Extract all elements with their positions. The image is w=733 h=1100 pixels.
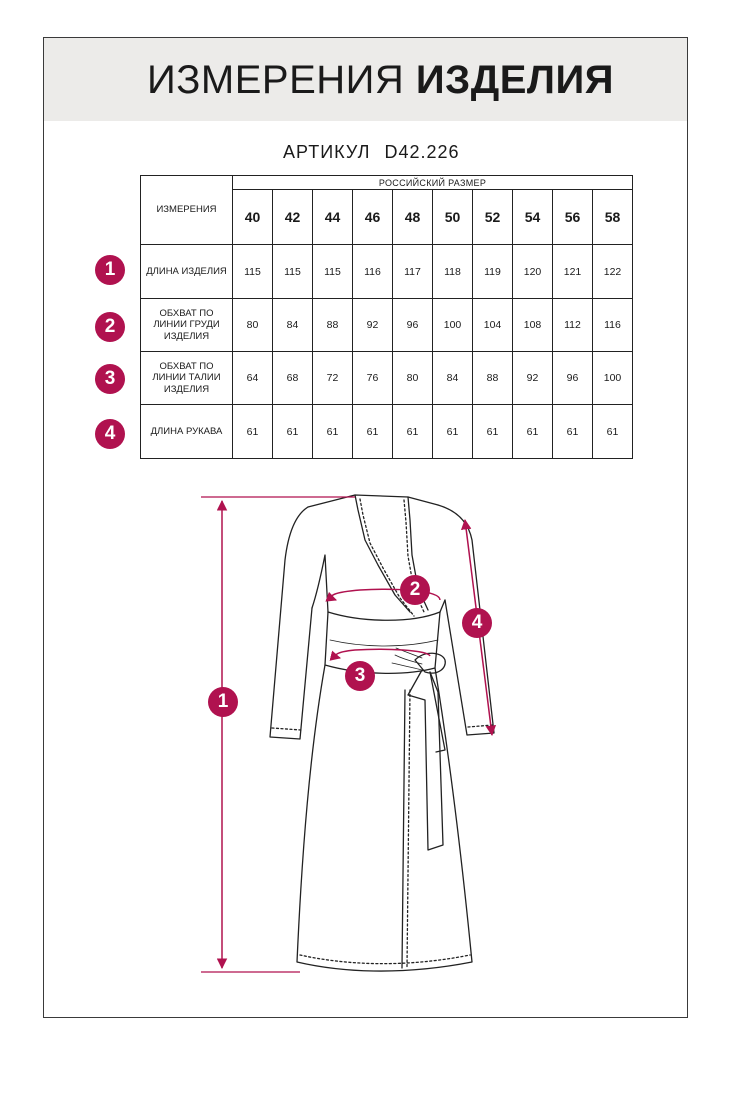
- table-cell: 61: [353, 405, 393, 459]
- table-cell: 61: [233, 405, 273, 459]
- size-header: 50: [433, 190, 473, 245]
- table-cell: 64: [233, 352, 273, 405]
- table-cell: 118: [433, 245, 473, 299]
- size-group-header: РОССИЙСКИЙ РАЗМЕР: [233, 176, 633, 190]
- row-badge: 3: [95, 364, 125, 394]
- row-label: ДЛИНА РУКАВА: [141, 405, 233, 459]
- table-cell: 61: [513, 405, 553, 459]
- table-cell: 116: [353, 245, 393, 299]
- size-header: 42: [273, 190, 313, 245]
- table-cell: 104: [473, 299, 513, 352]
- row-label-line: ЛИНИИ ТАЛИИ: [152, 372, 221, 384]
- row-label: ДЛИНА ИЗДЕЛИЯ: [141, 245, 233, 299]
- table-cell: 88: [313, 299, 353, 352]
- table-cell: 116: [593, 299, 633, 352]
- table-cell: 115: [313, 245, 353, 299]
- table-cell: 108: [513, 299, 553, 352]
- size-header: 54: [513, 190, 553, 245]
- table-cell: 61: [273, 405, 313, 459]
- row-label-line: ИЗДЕЛИЯ: [163, 330, 210, 342]
- measure-lines: [201, 497, 492, 972]
- table-cell: 80: [233, 299, 273, 352]
- table-cell: 68: [273, 352, 313, 405]
- table-cell: 92: [353, 299, 393, 352]
- size-header: 48: [393, 190, 433, 245]
- table-cell: 115: [273, 245, 313, 299]
- table-cell: 112: [553, 299, 593, 352]
- row-label-line: ОБХВАТ ПО: [159, 360, 214, 372]
- table-cell: 96: [393, 299, 433, 352]
- row-badge: 2: [95, 312, 125, 342]
- table-cell: 117: [393, 245, 433, 299]
- table-cell: 119: [473, 245, 513, 299]
- row-label-line: ЛИНИИ ГРУДИ: [153, 319, 220, 331]
- article-code: D42.226: [384, 142, 460, 162]
- table-cell: 84: [273, 299, 313, 352]
- table-cell: 92: [513, 352, 553, 405]
- size-header: 40: [233, 190, 273, 245]
- table-cell: 61: [553, 405, 593, 459]
- size-header: 56: [553, 190, 593, 245]
- article-label: АРТИКУЛ: [283, 142, 371, 162]
- row-badge: 4: [95, 419, 125, 449]
- dress-outline: [270, 495, 494, 971]
- table-corner-label: ИЗМЕРЕНИЯ: [141, 176, 233, 245]
- table-cell: 61: [433, 405, 473, 459]
- diagram-marker-waist: 3: [345, 661, 375, 691]
- row-label-line: ИЗДЕЛИЯ: [163, 383, 210, 395]
- row-badge: 1: [95, 255, 125, 285]
- diagram-marker-length: 1: [208, 687, 238, 717]
- table-cell: 76: [353, 352, 393, 405]
- size-header: 44: [313, 190, 353, 245]
- table-cell: 72: [313, 352, 353, 405]
- table-cell: 88: [473, 352, 513, 405]
- table-cell: 80: [393, 352, 433, 405]
- table-cell: 61: [393, 405, 433, 459]
- diagram-marker-chest: 2: [400, 575, 430, 605]
- table-cell: 100: [593, 352, 633, 405]
- table-cell: 61: [313, 405, 353, 459]
- title-bold: ИЗДЕЛИЯ: [415, 58, 614, 102]
- table-cell: 100: [433, 299, 473, 352]
- size-header: 58: [593, 190, 633, 245]
- diagram-marker-sleeve: 4: [462, 608, 492, 638]
- table-cell: 115: [233, 245, 273, 299]
- table-cell: 96: [553, 352, 593, 405]
- table-cell: 120: [513, 245, 553, 299]
- size-header: 52: [473, 190, 513, 245]
- table-cell: 122: [593, 245, 633, 299]
- title-light: ИЗМЕРЕНИЯ: [147, 58, 405, 102]
- table-cell: 121: [553, 245, 593, 299]
- size-header: 46: [353, 190, 393, 245]
- row-label-line: ОБХВАТ ПО: [159, 307, 214, 319]
- table-cell: 61: [593, 405, 633, 459]
- table-cell: 61: [473, 405, 513, 459]
- table-cell: 84: [433, 352, 473, 405]
